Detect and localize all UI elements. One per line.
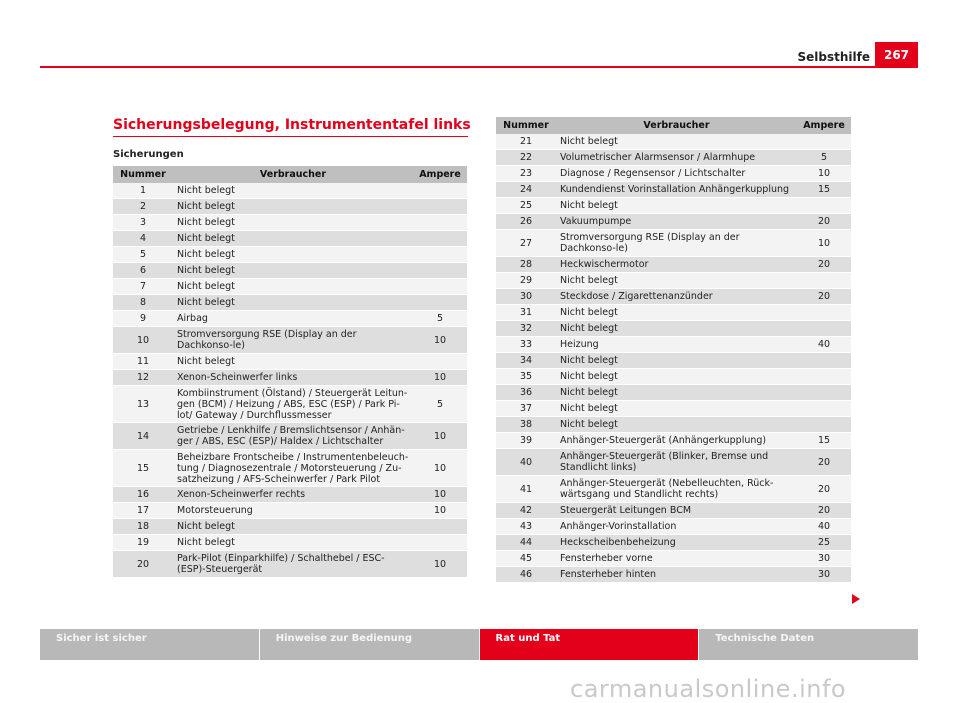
fuse-consumer: Nicht belegt xyxy=(173,354,413,370)
fuse-number: 19 xyxy=(113,535,173,551)
fuse-consumer: Nicht belegt xyxy=(556,134,797,150)
table-row xyxy=(496,401,851,417)
fuse-ampere: 25 xyxy=(797,535,851,551)
fuse-ampere xyxy=(413,519,467,535)
fuse-consumer: Nicht belegt xyxy=(556,321,797,337)
fuse-consumer: Nicht belegt xyxy=(556,198,797,214)
fuse-number: 46 xyxy=(496,567,556,583)
fuse-consumer: Nicht belegt xyxy=(173,231,413,247)
table-row xyxy=(113,551,467,578)
fuse-ampere: 5 xyxy=(413,386,467,423)
column-header-ampere: Ampere xyxy=(797,117,851,134)
fuse-ampere: 15 xyxy=(797,182,851,198)
fuse-ampere xyxy=(413,279,467,295)
footer-nav xyxy=(40,629,918,660)
fuse-consumer: Nicht belegt xyxy=(173,535,413,551)
fuse-consumer: Heckwischermotor xyxy=(556,257,797,273)
fuse-consumer: Nicht belegt xyxy=(556,273,797,289)
fuse-consumer: Nicht belegt xyxy=(556,385,797,401)
fuse-consumer: Anhänger-Steuergerät (Blinker, Bremse und Standlicht links) xyxy=(556,449,797,476)
table-row xyxy=(496,289,851,305)
table-row xyxy=(113,247,467,263)
fuse-ampere xyxy=(413,247,467,263)
fuse-number: 20 xyxy=(113,551,173,578)
column-header-consumer: Verbraucher xyxy=(173,166,413,183)
fuse-ampere: 10 xyxy=(413,551,467,578)
fuse-number: 44 xyxy=(496,535,556,551)
fuse-ampere xyxy=(797,134,851,150)
fuse-ampere xyxy=(797,273,851,289)
table-row xyxy=(496,321,851,337)
fuse-ampere xyxy=(413,199,467,215)
footer-tab[interactable]: Sicher ist sicher xyxy=(40,629,259,660)
fuse-number: 34 xyxy=(496,353,556,369)
table-row xyxy=(113,263,467,279)
table-row xyxy=(113,354,467,370)
table-row xyxy=(496,337,851,353)
fuse-number: 12 xyxy=(113,370,173,386)
fuse-consumer: Park-Pilot (Einparkhilfe) / Schalthebel / ESC-(ESP)-Steuergerät xyxy=(173,551,413,578)
fuse-consumer: Vakuumpumpe xyxy=(556,214,797,230)
table-row xyxy=(113,386,467,423)
fuse-consumer: Getriebe / Lenkhilfe / Bremslichtsensor / Anhän-ger / ABS, ESC (ESP)/ Haldex / Lichtschalter xyxy=(173,423,413,450)
column-header-number: Nummer xyxy=(113,166,173,183)
table-row xyxy=(113,215,467,231)
table-row xyxy=(496,134,851,150)
fuse-number: 13 xyxy=(113,386,173,423)
fuse-number: 21 xyxy=(496,134,556,150)
fuse-consumer: Kombiinstrument (Ölstand) / Steuergerät Leitun-gen (BCM) / Heizung / ABS, ESC (ESP) / Park Pi-lot/ Gateway / Durchflussmesser xyxy=(173,386,413,423)
fuse-ampere xyxy=(413,231,467,247)
fuse-number: 25 xyxy=(496,198,556,214)
fuse-ampere: 30 xyxy=(797,567,851,583)
fuse-ampere: 10 xyxy=(413,370,467,386)
fuse-consumer: Heckscheibenbeheizung xyxy=(556,535,797,551)
fuse-ampere: 10 xyxy=(797,166,851,182)
table-row xyxy=(113,450,467,487)
fuse-number: 14 xyxy=(113,423,173,450)
fuse-table-right-body xyxy=(496,134,851,583)
table-row xyxy=(496,519,851,535)
footer-tab[interactable]: Hinweise zur Bedienung xyxy=(260,629,479,660)
fuse-number: 35 xyxy=(496,369,556,385)
fuse-consumer: Fensterheber hinten xyxy=(556,567,797,583)
fuse-number: 10 xyxy=(113,327,173,354)
fuse-consumer: Nicht belegt xyxy=(556,401,797,417)
fuse-table-right xyxy=(496,117,851,583)
fuse-consumer: Kundendienst Vorinstallation Anhängerkupplung xyxy=(556,182,797,198)
fuse-number: 42 xyxy=(496,503,556,519)
table-header-row xyxy=(496,117,851,134)
fuse-consumer: Nicht belegt xyxy=(556,353,797,369)
fuse-number: 8 xyxy=(113,295,173,311)
fuse-consumer: Airbag xyxy=(173,311,413,327)
fuse-consumer: Stromversorgung RSE (Display an der Dachkonso-le) xyxy=(173,327,413,354)
fuse-consumer: Nicht belegt xyxy=(556,305,797,321)
table-row xyxy=(496,273,851,289)
fuse-number: 36 xyxy=(496,385,556,401)
table-row xyxy=(496,305,851,321)
table-row xyxy=(496,535,851,551)
fuse-number: 3 xyxy=(113,215,173,231)
table-row xyxy=(113,231,467,247)
fuse-ampere: 10 xyxy=(413,423,467,450)
fuse-consumer: Steuergerät Leitungen BCM xyxy=(556,503,797,519)
fuse-ampere xyxy=(797,353,851,369)
fuse-ampere xyxy=(797,321,851,337)
fuse-consumer: Motorsteuerung xyxy=(173,503,413,519)
table-row xyxy=(113,311,467,327)
fuse-consumer: Nicht belegt xyxy=(173,295,413,311)
fuse-ampere xyxy=(413,183,467,199)
fuse-ampere xyxy=(797,417,851,433)
fuse-number: 22 xyxy=(496,150,556,166)
fuse-consumer: Anhänger-Vorinstallation xyxy=(556,519,797,535)
fuse-ampere xyxy=(413,354,467,370)
fuse-number: 18 xyxy=(113,519,173,535)
fuse-number: 23 xyxy=(496,166,556,182)
fuse-consumer: Volumetrischer Alarmsensor / Alarmhupe xyxy=(556,150,797,166)
fuse-ampere: 40 xyxy=(797,337,851,353)
column-header-number: Nummer xyxy=(496,117,556,134)
fuse-number: 37 xyxy=(496,401,556,417)
fuse-consumer: Nicht belegt xyxy=(173,247,413,263)
table-row xyxy=(113,183,467,199)
fuse-number: 17 xyxy=(113,503,173,519)
fuse-number: 4 xyxy=(113,231,173,247)
fuse-ampere xyxy=(413,215,467,231)
table-row xyxy=(496,449,851,476)
fuse-consumer: Nicht belegt xyxy=(173,199,413,215)
fuse-ampere: 20 xyxy=(797,476,851,503)
fuse-ampere: 40 xyxy=(797,519,851,535)
table-row xyxy=(496,214,851,230)
table-row xyxy=(113,503,467,519)
fuse-consumer: Heizung xyxy=(556,337,797,353)
fuse-number: 30 xyxy=(496,289,556,305)
table-row xyxy=(496,166,851,182)
fuse-ampere: 20 xyxy=(797,449,851,476)
table-row xyxy=(496,417,851,433)
table-row xyxy=(496,257,851,273)
table-row xyxy=(496,230,851,257)
fuse-number: 43 xyxy=(496,519,556,535)
fuse-consumer: Stromversorgung RSE (Display an der Dachkonso-le) xyxy=(556,230,797,257)
table-row xyxy=(113,295,467,311)
page-number: 267 xyxy=(875,42,918,68)
fuse-number: 24 xyxy=(496,182,556,198)
fuse-number: 40 xyxy=(496,449,556,476)
fuse-consumer: Xenon-Scheinwerfer links xyxy=(173,370,413,386)
fuse-number: 29 xyxy=(496,273,556,289)
table-row xyxy=(496,385,851,401)
column-header-ampere: Ampere xyxy=(413,166,467,183)
watermark: carmanualsonline.info xyxy=(570,675,847,703)
fuse-consumer: Anhänger-Steuergerät (Anhängerkupplung) xyxy=(556,433,797,449)
fuse-number: 38 xyxy=(496,417,556,433)
table-row xyxy=(496,198,851,214)
fuse-ampere xyxy=(797,385,851,401)
fuse-number: 7 xyxy=(113,279,173,295)
fuse-ampere xyxy=(413,295,467,311)
fuse-table-left-body xyxy=(113,183,467,578)
table-row xyxy=(496,369,851,385)
footer-tab[interactable]: Rat und Tat xyxy=(480,629,699,660)
table-row xyxy=(496,551,851,567)
fuse-number: 41 xyxy=(496,476,556,503)
table-row xyxy=(113,199,467,215)
fuse-ampere xyxy=(797,401,851,417)
fuse-ampere: 5 xyxy=(797,150,851,166)
fuse-consumer: Steckdose / Zigarettenanzünder xyxy=(556,289,797,305)
fuse-ampere: 30 xyxy=(797,551,851,567)
fuse-number: 2 xyxy=(113,199,173,215)
fuse-ampere: 20 xyxy=(797,289,851,305)
fuse-consumer: Nicht belegt xyxy=(173,215,413,231)
fuse-number: 28 xyxy=(496,257,556,273)
fuse-consumer: Beheizbare Frontscheibe / Instrumentenbeleuch-tung / Diagnosezentrale / Motorsteuerung / Zu-satzheizung / AFS-Scheinwerfer / Park Pilot xyxy=(173,450,413,487)
fuse-number: 39 xyxy=(496,433,556,449)
table-row xyxy=(113,423,467,450)
fuse-ampere: 10 xyxy=(413,503,467,519)
fuse-ampere: 5 xyxy=(413,311,467,327)
fuse-ampere: 10 xyxy=(413,450,467,487)
fuse-number: 32 xyxy=(496,321,556,337)
fuse-consumer: Nicht belegt xyxy=(173,263,413,279)
fuse-number: 6 xyxy=(113,263,173,279)
fuse-ampere xyxy=(797,369,851,385)
fuse-number: 11 xyxy=(113,354,173,370)
table-row xyxy=(496,503,851,519)
fuse-number: 31 xyxy=(496,305,556,321)
table-header-row xyxy=(113,166,467,183)
fuse-ampere: 15 xyxy=(797,433,851,449)
table-row xyxy=(113,370,467,386)
fuse-number: 45 xyxy=(496,551,556,567)
fuse-consumer: Nicht belegt xyxy=(173,183,413,199)
table-row xyxy=(496,567,851,583)
fuse-consumer: Nicht belegt xyxy=(556,369,797,385)
fuse-number: 33 xyxy=(496,337,556,353)
subheading: Sicherungen xyxy=(113,149,184,160)
fuse-consumer: Fensterheber vorne xyxy=(556,551,797,567)
fuse-ampere: 10 xyxy=(797,230,851,257)
fuse-consumer: Nicht belegt xyxy=(173,279,413,295)
fuse-consumer: Diagnose / Regensensor / Lichtschalter xyxy=(556,166,797,182)
fuse-number: 1 xyxy=(113,183,173,199)
header-rule xyxy=(40,66,918,68)
fuse-consumer: Nicht belegt xyxy=(556,417,797,433)
arrow-right-icon xyxy=(852,594,860,604)
fuse-number: 5 xyxy=(113,247,173,263)
fuse-table-left xyxy=(113,166,467,578)
table-row xyxy=(113,487,467,503)
fuse-consumer: Nicht belegt xyxy=(173,519,413,535)
fuse-ampere: 10 xyxy=(413,487,467,503)
footer-tab[interactable]: Technische Daten xyxy=(699,629,918,660)
fuse-ampere xyxy=(797,198,851,214)
fuse-ampere: 20 xyxy=(797,257,851,273)
running-title: Selbsthilfe xyxy=(797,50,870,64)
fuse-consumer: Anhänger-Steuergerät (Nebelleuchten, Rück-wärtsgang und Standlicht rechts) xyxy=(556,476,797,503)
table-row xyxy=(113,519,467,535)
fuse-number: 9 xyxy=(113,311,173,327)
table-row xyxy=(113,535,467,551)
table-row xyxy=(496,353,851,369)
table-row xyxy=(496,433,851,449)
fuse-number: 27 xyxy=(496,230,556,257)
fuse-consumer: Xenon-Scheinwerfer rechts xyxy=(173,487,413,503)
fuse-ampere: 10 xyxy=(413,327,467,354)
column-header-consumer: Verbraucher xyxy=(556,117,797,134)
fuse-ampere: 20 xyxy=(797,503,851,519)
fuse-number: 15 xyxy=(113,450,173,487)
table-row xyxy=(113,279,467,295)
table-row xyxy=(496,150,851,166)
table-row xyxy=(496,476,851,503)
title-rule xyxy=(113,136,468,137)
fuse-ampere: 20 xyxy=(797,214,851,230)
fuse-ampere xyxy=(413,263,467,279)
fuse-ampere xyxy=(413,535,467,551)
section-title: Sicherungsbelegung, Instrumententafel links xyxy=(113,117,471,133)
table-row xyxy=(496,182,851,198)
fuse-number: 26 xyxy=(496,214,556,230)
fuse-ampere xyxy=(797,305,851,321)
fuse-number: 16 xyxy=(113,487,173,503)
table-row xyxy=(113,327,467,354)
